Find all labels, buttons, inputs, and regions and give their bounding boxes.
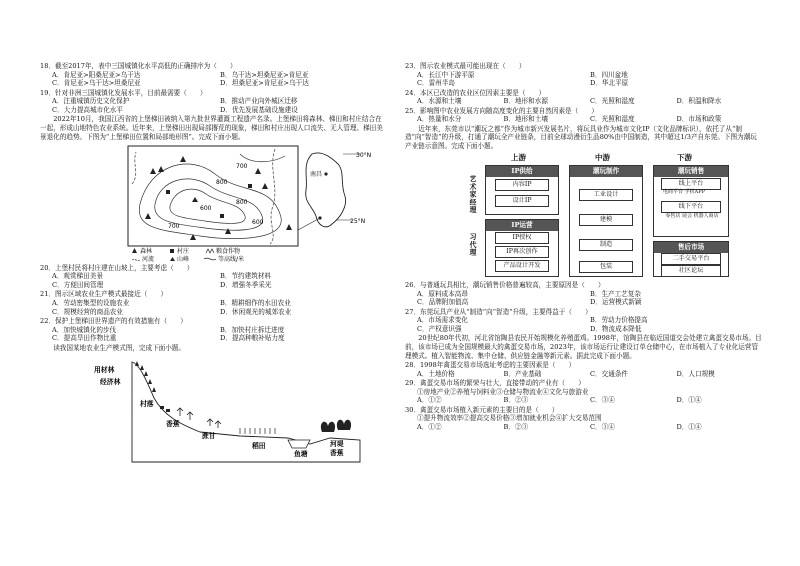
legend-forest: 森林 xyxy=(140,247,153,255)
option-b: B．四川盆地 xyxy=(590,70,628,79)
option-c: C．光照和湿度 xyxy=(590,115,635,124)
question-stem: 18．截至2017年，表中三国城镇化水平高低的正确排序为（ ） xyxy=(40,62,237,70)
ip-operation-header: IP运营 xyxy=(486,220,558,231)
option-a: A．市场需求变化 xyxy=(417,316,468,325)
option-b: B．加快村庄拆迁进度 xyxy=(220,325,285,334)
passage-toys: 近年来，东莞市以“潮玩之都”作为城市新兴发展名片，将玩具业作为城市文化IP（文化品牌标识），依托了从“制造”向“智造”的升级，打通了潮玩全产业链条，目前全球动漫衍生品80%由中国制造，其中超过1/3产自东莞。下图为潮玩产业链示意图。完成下面小题。 xyxy=(405,124,757,151)
passage-egg-market: 20世纪80年代初，河北省馆陶县农民开始规模化养殖蛋鸡。1998年，馆陶县在临近国道交会处建立禽蛋交易市场。目前，该市场已成为全国规模最大的禽蛋交易市场，2023年，该市场运行让建设订单仓储中心，在市场植入了专业化运营管理模式。植入智能物流、集中仓储、供应链金融等新元素。据此完成下面小题。 xyxy=(405,334,762,360)
question-28 xyxy=(405,361,763,378)
offline-platform-detail: 零售店 展会 机器人商店 xyxy=(665,212,719,219)
option-d: D．积温和降水 xyxy=(676,97,722,106)
packaging-item: 包装 xyxy=(579,261,633,273)
option-c: C．品牌附加值高 xyxy=(417,298,469,307)
toy-production-header: 潮玩制作 xyxy=(570,166,642,177)
online-platform-detail: 电商平台 手机APP xyxy=(663,188,705,195)
industrial-design-item: 工业设计 xyxy=(579,189,633,201)
farm-model xyxy=(40,354,388,464)
terrace-map-figure xyxy=(40,144,388,262)
option-a: A．热量和水分 xyxy=(417,115,462,124)
label-levee-banana: 香蕉 xyxy=(330,449,344,458)
option-c: C．光照和湿度 xyxy=(590,97,635,106)
product-design-item: 产品设计开发 xyxy=(495,260,549,272)
manufacturing-item: 制造 xyxy=(579,239,633,251)
question-23 xyxy=(405,62,763,88)
label-sugarcane: 蔗甘 xyxy=(202,432,216,441)
option-a: A．加快城镇化的步伐 xyxy=(52,325,117,334)
option-b: B．②③ xyxy=(503,396,529,405)
option-c: C．方便田间管理 xyxy=(52,280,104,289)
option-d: D．提高种粮补贴力度 xyxy=(220,334,285,343)
option-d: D．市场和政策 xyxy=(676,115,722,124)
online-platform-item: 线上平台 xyxy=(661,178,721,190)
option-c: C．产权意识强 xyxy=(417,324,462,333)
farm-model-figure xyxy=(40,354,388,464)
question-19 xyxy=(40,89,388,115)
option-a: A．劳动密集型的设施农业 xyxy=(52,298,130,307)
option-a: A．①② xyxy=(417,423,442,432)
option-b: B．地形和土壤 xyxy=(503,115,548,124)
legend-river: 河流 xyxy=(142,255,155,262)
question-29 xyxy=(405,379,763,405)
question-25 xyxy=(405,107,763,124)
label-economic-forest: 经济林 xyxy=(100,378,121,387)
options-row xyxy=(40,308,388,317)
option-c: C．交通条件 xyxy=(590,369,629,378)
option-a: A．水源和土壤 xyxy=(417,97,462,106)
option-b: B．乌干达>坦桑尼亚>肯尼亚 xyxy=(220,70,309,79)
passage-terraces: 2022年10月，我国江西省的上堡梯田被纳入第九批世界灌溉工程遗产名录。上堡梯田将森林、梯田和村庄结合在一起，形成山地特色农业系统。近年来，上堡梯田出现局部撂荒的现象，梯田和村庄出现人口流失、无人管理、梯田美景退化的趋势。下图为“上堡梯田位置和局部地形图”。完成下面小题。 xyxy=(40,115,383,141)
label-levee: 河堤 xyxy=(330,440,344,449)
option-a: A．肯尼亚>阳桑尼亚>乌干达 xyxy=(52,70,141,79)
design-ip-item: 设计IP xyxy=(495,195,549,207)
options-row xyxy=(405,396,763,405)
contour-label: 800 xyxy=(216,178,228,186)
option-b: B．产业基础 xyxy=(503,369,542,378)
question-21 xyxy=(40,290,388,316)
options-row xyxy=(40,281,388,290)
options-row xyxy=(405,298,763,307)
option-b: B．节约建筑材料 xyxy=(220,272,272,281)
option-d: D．休闲观光的城郊农业 xyxy=(220,307,292,316)
option-c: C．雷州半岛 xyxy=(417,79,456,88)
options-row xyxy=(405,79,763,88)
options-row xyxy=(40,79,388,88)
modeling-item: 建模 xyxy=(579,214,633,226)
option-d: D．运营模式新颖 xyxy=(590,298,642,307)
option-b: B．推动产业向外城区迁移 xyxy=(220,97,298,106)
legend-peak: 山峰 xyxy=(177,255,190,262)
option-c: C．③④ xyxy=(590,423,615,432)
community-forum-item: 社区论坛 xyxy=(661,265,721,277)
options-row xyxy=(405,97,763,106)
option-d: D．增强冬季采光 xyxy=(220,280,272,289)
options-row xyxy=(405,325,763,334)
latitude-label: 25°N xyxy=(350,217,366,225)
label-paddy: 稻田 xyxy=(252,442,266,451)
terrace-map xyxy=(40,144,388,262)
ip-supply-header: IP供给 xyxy=(486,166,558,177)
options-row xyxy=(405,423,763,432)
option-a: A．注重城镇历史文化保护 xyxy=(52,97,130,106)
label-village: 村落 xyxy=(140,400,154,409)
options-row xyxy=(40,106,388,115)
question-stem: 21．图示区域农业生产模式最接近（ ） xyxy=(40,290,168,299)
statement-list: ①房地产业②养殖与饲料业③仓储与物流业④文化与旅游业 xyxy=(417,387,589,396)
right-column xyxy=(405,62,763,432)
options-row xyxy=(405,290,763,299)
legend-crop: 粮食作物 xyxy=(216,247,241,255)
secondhand-platform-item: 二手交易平台 xyxy=(661,253,721,265)
toy-sales-header: 潮玩销售 xyxy=(654,166,728,177)
contour-label: 700 xyxy=(168,222,180,230)
option-c: C．肯尼亚>乌干达>坦桑尼亚 xyxy=(52,79,141,88)
question-stem: 20．上堡村民将村庄建在山坡上，主要考虑（ ） xyxy=(40,263,194,272)
option-b: B．地形和水源 xyxy=(503,97,548,106)
question-stem: 19．针对非洲三国城镇化发展水平，目前最需要（ ） xyxy=(40,88,207,97)
option-a: A．①② xyxy=(417,396,442,405)
passage-farm: 读我国某地农业生产模式图，完成下面小题。 xyxy=(53,343,186,352)
option-a: A．长江中下游平原 xyxy=(417,70,475,79)
contour-label: 700 xyxy=(236,162,248,170)
side-label-agent: 习代理 xyxy=(467,232,476,257)
options-row xyxy=(40,97,388,106)
option-c: C．大力提高城市化水平 xyxy=(52,106,123,115)
options-row xyxy=(405,316,763,325)
legend-village: 村庄 xyxy=(177,247,190,255)
ip-recreation-item: IP再次创作 xyxy=(495,246,549,258)
offline-platform-item: 线下平台 xyxy=(661,201,721,213)
city-label: 南昌 xyxy=(310,170,323,178)
options-row xyxy=(40,299,388,308)
label-timber-forest: 用材林 xyxy=(94,366,115,375)
contour-label: 600 xyxy=(252,218,264,226)
question-stem: 25．影响图中农业发展方向随高度变化的主要自然因素是（ ） xyxy=(405,106,599,115)
question-stem: 30．禽蛋交易市场植入新元素的主要目的是（ ） xyxy=(405,405,559,414)
option-d: D．优先发展基础设施建设 xyxy=(220,106,298,115)
option-b: B．生产工艺复杂 xyxy=(590,289,642,298)
option-b: B．精耕细作的水田农业 xyxy=(220,298,291,307)
option-b: B．劳动力价格提高 xyxy=(590,316,648,325)
stage-downstream: 下游 xyxy=(677,152,692,162)
question-22 xyxy=(40,317,388,343)
option-d: D．①④ xyxy=(676,423,702,432)
option-b: B．②③ xyxy=(503,423,529,432)
contour-label: 800 xyxy=(236,198,248,206)
ip-license-item: IP授权 xyxy=(495,232,549,244)
latitude-label: 30°N xyxy=(356,151,372,159)
option-a: A．原料成本高昂 xyxy=(417,289,468,298)
question-stem: 27．东莞玩具产业从“制造”向“智造”升级，主要得益于（ ） xyxy=(405,307,592,316)
content-ip-item: 内容IP xyxy=(495,179,549,191)
contour-label: 600 xyxy=(200,204,212,212)
question-30 xyxy=(405,406,763,432)
options-row xyxy=(405,370,763,379)
options-row xyxy=(40,272,388,281)
option-c: C．③④ xyxy=(590,396,615,405)
question-18 xyxy=(40,62,388,88)
option-c: C．提高旱田作物比重 xyxy=(52,334,117,343)
question-stem: 29．禽蛋交易市场的繁荣与壮大，直接带动的产业有（ ） xyxy=(405,378,585,387)
question-20 xyxy=(40,264,388,290)
statement-list: ①提升物流效率②提高交易价格③增加就业机会④扩大交易范围 xyxy=(417,414,602,423)
option-c: C．规模经营的商品农业 xyxy=(52,307,123,316)
side-label-artist: 艺术家经理 xyxy=(467,174,476,214)
options-row xyxy=(405,71,763,80)
question-27 xyxy=(405,308,763,334)
question-stem: 28．1998年禽蛋交易市场选址考虑的主要因素是（ ） xyxy=(405,360,576,369)
after-sales-header: 售后市场 xyxy=(654,242,728,253)
question-26 xyxy=(405,281,763,307)
option-d: D．人口规模 xyxy=(676,369,715,378)
question-stem: 23．图示农业模式最可能出现在（ ） xyxy=(405,62,526,70)
options-row xyxy=(405,115,763,124)
question-stem: 22．保护上堡梯田世界遗产的有效措施有（ ） xyxy=(40,316,187,325)
option-d: D．①④ xyxy=(676,396,702,405)
question-stem: 24．本区已改造的农业区位因素主要是（ ） xyxy=(405,88,546,97)
industry-chain-diagram xyxy=(405,153,763,279)
option-d: D．华北平原 xyxy=(590,79,629,88)
left-column xyxy=(40,62,388,466)
label-banana: 香蕉 xyxy=(166,420,180,429)
options-row xyxy=(40,326,388,335)
stage-upstream: 上游 xyxy=(511,152,526,162)
question-stem: 26．与普通玩具相比，潮玩销售价格普遍较高，主要原因是（ ） xyxy=(405,280,605,289)
option-a: A．土地价格 xyxy=(417,369,455,378)
label-fish-pond: 鱼塘 xyxy=(294,450,308,459)
option-d: D．物流成本降低 xyxy=(590,324,642,333)
legend-contour: 等高线/米 xyxy=(218,255,245,262)
question-24 xyxy=(405,89,763,106)
stage-midstream: 中游 xyxy=(595,152,610,162)
options-row xyxy=(40,334,388,343)
option-d: D．坦桑尼亚>肯尼亚>乌干达 xyxy=(220,79,309,88)
option-a: A．观赏梯田美景 xyxy=(52,272,103,281)
options-row xyxy=(40,71,388,80)
